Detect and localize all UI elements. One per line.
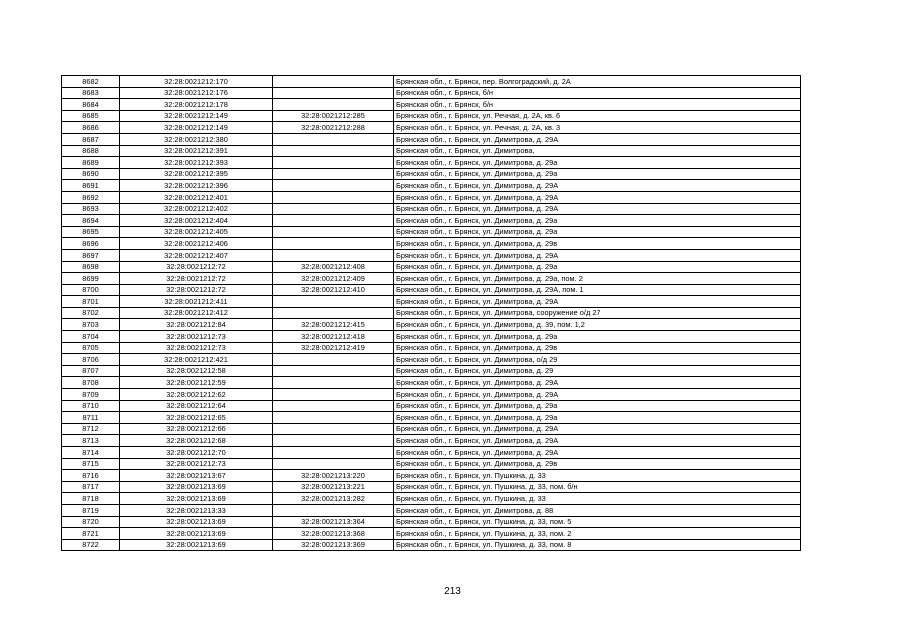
table-row	[62, 238, 801, 250]
address-cell: Брянская обл., г. Брянск, ул. Димитрова, д. 29А	[394, 389, 801, 401]
related-cadastral-number-cell: 32:28:0021212:419	[273, 342, 394, 354]
row-number-cell: 8702	[62, 307, 120, 319]
address-cell: Брянская обл., г. Брянск, ул. Речная, д. 2А, кв. 3	[394, 122, 801, 134]
cadastral-number-cell: 32:28:0021212:73	[120, 458, 273, 470]
table-row	[62, 296, 801, 308]
table-row	[62, 516, 801, 528]
cadastral-number-cell: 32:28:0021212:59	[120, 377, 273, 389]
address-cell: Брянская обл., г. Брянск, ул. Пушкина, д. 33, пом. 2	[394, 528, 801, 540]
related-cadastral-number-cell: 32:28:0021213:364	[273, 516, 394, 528]
row-number-cell: 8699	[62, 273, 120, 285]
related-cadastral-number-cell	[273, 215, 394, 227]
cadastral-number-cell: 32:28:0021212:395	[120, 168, 273, 180]
address-cell: Брянская обл., г. Брянск, ул. Димитрова, д. 88	[394, 504, 801, 516]
row-number-cell: 8716	[62, 470, 120, 482]
cadastral-number-cell: 32:28:0021212:380	[120, 133, 273, 145]
row-number-cell: 8708	[62, 377, 120, 389]
row-number-cell: 8690	[62, 168, 120, 180]
table-row	[62, 110, 801, 122]
row-number-cell: 8693	[62, 203, 120, 215]
address-cell: Брянская обл., г. Брянск, б/н	[394, 99, 801, 111]
address-cell: Брянская обл., г. Брянск, ул. Димитрова, д. 29А	[394, 296, 801, 308]
related-cadastral-number-cell	[273, 249, 394, 261]
address-cell: Брянская обл., г. Брянск, ул. Димитрова, д. 29а	[394, 226, 801, 238]
cadastral-number-cell: 32:28:0021213:67	[120, 470, 273, 482]
related-cadastral-number-cell: 32:28:0021213:220	[273, 470, 394, 482]
related-cadastral-number-cell	[273, 400, 394, 412]
cadastral-number-cell: 32:28:0021212:65	[120, 412, 273, 424]
related-cadastral-number-cell	[273, 226, 394, 238]
cadastral-number-cell: 32:28:0021212:64	[120, 400, 273, 412]
row-number-cell: 8685	[62, 110, 120, 122]
cadastral-table	[61, 75, 801, 551]
table-row	[62, 87, 801, 99]
table-row	[62, 377, 801, 389]
related-cadastral-number-cell	[273, 377, 394, 389]
row-number-cell: 8700	[62, 284, 120, 296]
row-number-cell: 8719	[62, 504, 120, 516]
table-row	[62, 145, 801, 157]
row-number-cell: 8710	[62, 400, 120, 412]
table-row	[62, 342, 801, 354]
cadastral-number-cell: 32:28:0021212:66	[120, 423, 273, 435]
address-cell: Брянская обл., г. Брянск, ул. Димитрова, д. 29а	[394, 157, 801, 169]
related-cadastral-number-cell	[273, 238, 394, 250]
page-number: 213	[444, 586, 461, 597]
cadastral-number-cell: 32:28:0021212:170	[120, 76, 273, 88]
row-number-cell: 8713	[62, 435, 120, 447]
table-body	[62, 76, 801, 551]
cadastral-number-cell: 32:28:0021212:396	[120, 180, 273, 192]
row-number-cell: 8711	[62, 412, 120, 424]
cadastral-number-cell: 32:28:0021212:149	[120, 122, 273, 134]
cadastral-number-cell: 32:28:0021213:69	[120, 516, 273, 528]
row-number-cell: 8712	[62, 423, 120, 435]
cadastral-number-cell: 32:28:0021212:73	[120, 342, 273, 354]
cadastral-number-cell: 32:28:0021212:405	[120, 226, 273, 238]
row-number-cell: 8686	[62, 122, 120, 134]
address-cell: Брянская обл., г. Брянск, ул. Димитрова, д. 29в	[394, 458, 801, 470]
address-cell: Брянская обл., г. Брянск, ул. Димитрова, д. 29а	[394, 261, 801, 273]
cadastral-number-cell: 32:28:0021212:407	[120, 249, 273, 261]
row-number-cell: 8705	[62, 342, 120, 354]
address-cell: Брянская обл., г. Брянск, ул. Димитрова, д. 29	[394, 365, 801, 377]
cadastral-number-cell: 32:28:0021212:393	[120, 157, 273, 169]
table-row	[62, 423, 801, 435]
row-number-cell: 8688	[62, 145, 120, 157]
table-row	[62, 435, 801, 447]
row-number-cell: 8695	[62, 226, 120, 238]
row-number-cell: 8721	[62, 528, 120, 540]
row-number-cell: 8722	[62, 539, 120, 551]
cadastral-number-cell: 32:28:0021213:69	[120, 493, 273, 505]
address-cell: Брянская обл., г. Брянск, ул. Димитрова, д. 39, пом. 1,2	[394, 319, 801, 331]
address-cell: Брянская обл., г. Брянск, ул. Димитрова, д. 29а	[394, 331, 801, 343]
related-cadastral-number-cell	[273, 76, 394, 88]
row-number-cell: 8683	[62, 87, 120, 99]
row-number-cell: 8706	[62, 354, 120, 366]
address-cell: Брянская обл., г. Брянск, ул. Речная, д. 2А, кв. 6	[394, 110, 801, 122]
related-cadastral-number-cell: 32:28:0021212:285	[273, 110, 394, 122]
related-cadastral-number-cell: 32:28:0021213:369	[273, 539, 394, 551]
table-row	[62, 354, 801, 366]
table-row	[62, 249, 801, 261]
cadastral-number-cell: 32:28:0021212:70	[120, 447, 273, 459]
address-cell: Брянская обл., г. Брянск, ул. Димитрова, д. 29А, пом. 1	[394, 284, 801, 296]
table-row	[62, 122, 801, 134]
related-cadastral-number-cell: 32:28:0021212:410	[273, 284, 394, 296]
related-cadastral-number-cell	[273, 423, 394, 435]
related-cadastral-number-cell	[273, 191, 394, 203]
address-cell: Брянская обл., г. Брянск, пер. Волгоградский, д. 2А	[394, 76, 801, 88]
table-row	[62, 504, 801, 516]
related-cadastral-number-cell	[273, 180, 394, 192]
address-cell: Брянская обл., г. Брянск, ул. Димитрова, д. 29А	[394, 447, 801, 459]
cadastral-number-cell: 32:28:0021212:176	[120, 87, 273, 99]
address-cell: Брянская обл., г. Брянск, ул. Димитрова, д. 29А	[394, 180, 801, 192]
row-number-cell: 8704	[62, 331, 120, 343]
table-row	[62, 470, 801, 482]
related-cadastral-number-cell	[273, 412, 394, 424]
table-row	[62, 76, 801, 88]
related-cadastral-number-cell	[273, 447, 394, 459]
related-cadastral-number-cell: 32:28:0021213:282	[273, 493, 394, 505]
related-cadastral-number-cell: 32:28:0021212:409	[273, 273, 394, 285]
address-cell: Брянская обл., г. Брянск, ул. Димитрова, д. 29А	[394, 435, 801, 447]
address-cell: Брянская обл., г. Брянск, ул. Димитрова, д. 29а	[394, 168, 801, 180]
cadastral-number-cell: 32:28:0021212:412	[120, 307, 273, 319]
related-cadastral-number-cell	[273, 168, 394, 180]
table-row	[62, 99, 801, 111]
cadastral-number-cell: 32:28:0021213:33	[120, 504, 273, 516]
address-cell: Брянская обл., г. Брянск, ул. Димитрова,	[394, 145, 801, 157]
row-number-cell: 8701	[62, 296, 120, 308]
row-number-cell: 8684	[62, 99, 120, 111]
address-cell: Брянская обл., г. Брянск, ул. Димитрова, д. 29а	[394, 400, 801, 412]
related-cadastral-number-cell	[273, 365, 394, 377]
cadastral-number-cell: 32:28:0021212:421	[120, 354, 273, 366]
row-number-cell: 8697	[62, 249, 120, 261]
cadastral-number-cell: 32:28:0021212:72	[120, 284, 273, 296]
related-cadastral-number-cell	[273, 389, 394, 401]
table-row	[62, 389, 801, 401]
address-cell: Брянская обл., г. Брянск, ул. Пушкина, д. 33, пом. б/н	[394, 481, 801, 493]
related-cadastral-number-cell	[273, 203, 394, 215]
row-number-cell: 8691	[62, 180, 120, 192]
cadastral-number-cell: 32:28:0021212:84	[120, 319, 273, 331]
row-number-cell: 8714	[62, 447, 120, 459]
table-row	[62, 412, 801, 424]
address-cell: Брянская обл., г. Брянск, ул. Пушкина, д. 33, пом. 5	[394, 516, 801, 528]
related-cadastral-number-cell: 32:28:0021212:415	[273, 319, 394, 331]
row-number-cell: 8689	[62, 157, 120, 169]
address-cell: Брянская обл., г. Брянск, ул. Пушкина, д. 33, пом. 8	[394, 539, 801, 551]
address-cell: Брянская обл., г. Брянск, ул. Димитрова, д. 29а	[394, 412, 801, 424]
row-number-cell: 8698	[62, 261, 120, 273]
cadastral-number-cell: 32:28:0021212:391	[120, 145, 273, 157]
cadastral-number-cell: 32:28:0021212:178	[120, 99, 273, 111]
row-number-cell: 8682	[62, 76, 120, 88]
row-number-cell: 8718	[62, 493, 120, 505]
table-row	[62, 203, 801, 215]
related-cadastral-number-cell	[273, 296, 394, 308]
cadastral-number-cell: 32:28:0021213:69	[120, 528, 273, 540]
table-row	[62, 261, 801, 273]
cadastral-number-cell: 32:28:0021212:402	[120, 203, 273, 215]
cadastral-number-cell: 32:28:0021212:72	[120, 261, 273, 273]
address-cell: Брянская обл., г. Брянск, ул. Димитрова, д. 29А	[394, 191, 801, 203]
cadastral-number-cell: 32:28:0021212:72	[120, 273, 273, 285]
table-row	[62, 191, 801, 203]
table-row	[62, 215, 801, 227]
related-cadastral-number-cell	[273, 435, 394, 447]
table-row	[62, 157, 801, 169]
address-cell: Брянская обл., г. Брянск, б/н	[394, 87, 801, 99]
related-cadastral-number-cell: 32:28:0021212:418	[273, 331, 394, 343]
cadastral-number-cell: 32:28:0021212:73	[120, 331, 273, 343]
cadastral-number-cell: 32:28:0021212:58	[120, 365, 273, 377]
table-row	[62, 168, 801, 180]
cadastral-number-cell: 32:28:0021213:69	[120, 539, 273, 551]
row-number-cell: 8715	[62, 458, 120, 470]
table-row	[62, 226, 801, 238]
table-row	[62, 331, 801, 343]
table-row	[62, 458, 801, 470]
table-row	[62, 273, 801, 285]
table-row	[62, 133, 801, 145]
cadastral-number-cell: 32:28:0021212:149	[120, 110, 273, 122]
table-row	[62, 400, 801, 412]
table-row	[62, 180, 801, 192]
address-cell: Брянская обл., г. Брянск, ул. Димитрова, д. 29в	[394, 342, 801, 354]
table-row	[62, 539, 801, 551]
cadastral-number-cell: 32:28:0021212:404	[120, 215, 273, 227]
cadastral-number-cell: 32:28:0021213:69	[120, 481, 273, 493]
related-cadastral-number-cell: 32:28:0021212:288	[273, 122, 394, 134]
address-cell: Брянская обл., г. Брянск, ул. Димитрова, д. 29А	[394, 377, 801, 389]
address-cell: Брянская обл., г. Брянск, ул. Димитрова, д. 29А	[394, 133, 801, 145]
row-number-cell: 8707	[62, 365, 120, 377]
related-cadastral-number-cell	[273, 504, 394, 516]
cadastral-number-cell: 32:28:0021212:411	[120, 296, 273, 308]
row-number-cell: 8709	[62, 389, 120, 401]
cadastral-number-cell: 32:28:0021212:401	[120, 191, 273, 203]
related-cadastral-number-cell: 32:28:0021212:408	[273, 261, 394, 273]
related-cadastral-number-cell: 32:28:0021213:221	[273, 481, 394, 493]
cadastral-number-cell: 32:28:0021212:62	[120, 389, 273, 401]
row-number-cell: 8703	[62, 319, 120, 331]
table-row	[62, 528, 801, 540]
related-cadastral-number-cell	[273, 133, 394, 145]
row-number-cell: 8692	[62, 191, 120, 203]
related-cadastral-number-cell	[273, 99, 394, 111]
address-cell: Брянская обл., г. Брянск, ул. Димитрова, сооружение о/д 27	[394, 307, 801, 319]
cadastral-number-cell: 32:28:0021212:68	[120, 435, 273, 447]
address-cell: Брянская обл., г. Брянск, ул. Пушкина, д. 33	[394, 493, 801, 505]
related-cadastral-number-cell	[273, 145, 394, 157]
table-row	[62, 481, 801, 493]
address-cell: Брянская обл., г. Брянск, ул. Пушкина, д. 33	[394, 470, 801, 482]
address-cell: Брянская обл., г. Брянск, ул. Димитрова, д. 29А	[394, 423, 801, 435]
related-cadastral-number-cell: 32:28:0021213:368	[273, 528, 394, 540]
address-cell: Брянская обл., г. Брянск, ул. Димитрова, д. 29А	[394, 249, 801, 261]
table-row	[62, 365, 801, 377]
row-number-cell: 8720	[62, 516, 120, 528]
related-cadastral-number-cell	[273, 354, 394, 366]
address-cell: Брянская обл., г. Брянск, ул. Димитрова, д. 29а, пом. 2	[394, 273, 801, 285]
table-row	[62, 447, 801, 459]
address-cell: Брянская обл., г. Брянск, ул. Димитрова, д. 29А	[394, 203, 801, 215]
address-cell: Брянская обл., г. Брянск, ул. Димитрова, д. 29в	[394, 238, 801, 250]
row-number-cell: 8687	[62, 133, 120, 145]
table-row	[62, 493, 801, 505]
table-row	[62, 319, 801, 331]
cadastral-number-cell: 32:28:0021212:406	[120, 238, 273, 250]
table-row	[62, 284, 801, 296]
address-cell: Брянская обл., г. Брянск, ул. Димитрова, д. 29а	[394, 215, 801, 227]
row-number-cell: 8694	[62, 215, 120, 227]
row-number-cell: 8717	[62, 481, 120, 493]
address-cell: Брянская обл., г. Брянск, ул. Димитрова, о/д 29	[394, 354, 801, 366]
related-cadastral-number-cell	[273, 307, 394, 319]
row-number-cell: 8696	[62, 238, 120, 250]
related-cadastral-number-cell	[273, 157, 394, 169]
related-cadastral-number-cell	[273, 458, 394, 470]
table-row	[62, 307, 801, 319]
related-cadastral-number-cell	[273, 87, 394, 99]
